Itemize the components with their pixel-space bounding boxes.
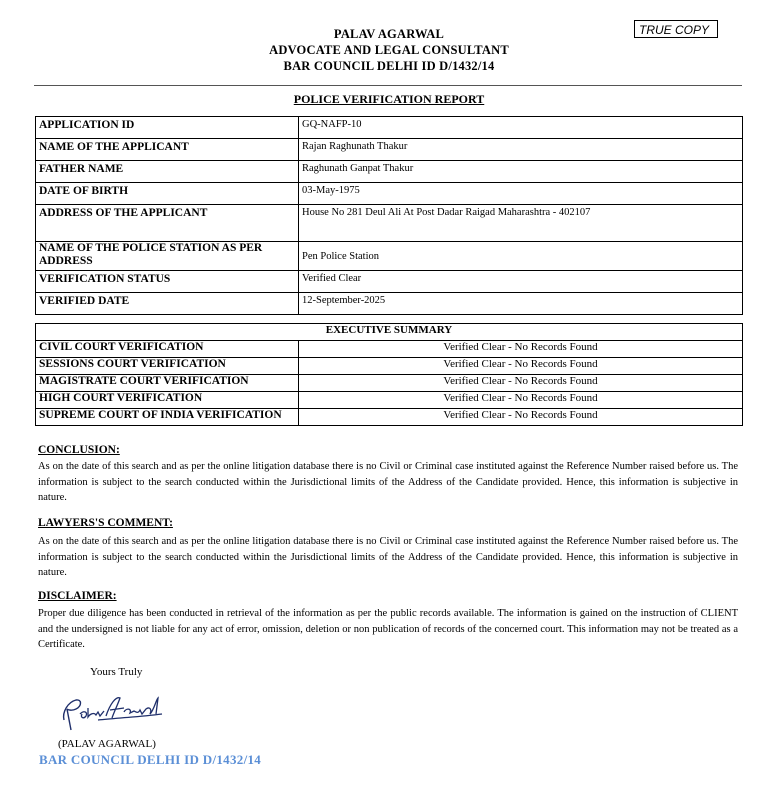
summary-value: Verified Clear - No Records Found [299,409,743,426]
lawyers-comment-heading: LAWYERS'S COMMENT: [38,517,173,529]
details-label: APPLICATION ID [36,117,299,139]
summary-label: SUPREME COURT OF INDIA VERIFICATION [36,409,299,426]
details-value: 03-May-1975 [299,183,743,205]
report-title: POLICE VERIFICATION REPORT [293,92,485,106]
disclaimer-text: Proper due diligence has been conducted in retrieval of the information as per the public records available. The information is gained on the instruction of CLIENT and the undersigned is not liable for any act of error, omission, deletion or non publication of records of the concerned court. This information may not be treated as a Certificate. [38,608,738,651]
summary-label: CIVIL COURT VERIFICATION [36,341,299,358]
details-label: ADDRESS OF THE APPLICANT [36,205,299,242]
conclusion-text: As on the date of this search and as per the online litigation database there is no Civil or Criminal case instituted against the Reference Number raised before us. The information is subject to the search conducted within the Jurisdictional limits of the Address of the Candidate provided. Hence, this information is subjective in nature. [38,461,738,504]
summary-row [36,409,743,426]
advocate-bar-id: BAR COUNCIL DELHI ID D/1432/14 [283,59,495,73]
applicant-details-table [35,116,743,315]
details-value: Raghunath Ganpat Thakur [299,161,743,183]
summary-row [36,392,743,409]
details-label: FATHER NAME [36,161,299,183]
details-value: Rajan Raghunath Thakur [299,139,743,161]
disclaimer-heading: DISCLAIMER: [38,590,117,602]
summary-row [36,358,743,375]
details-value: Verified Clear [299,271,743,293]
details-value: Pen Police Station [299,242,743,271]
true-copy-stamp: TRUE COPY [634,20,718,38]
details-row [36,161,743,183]
summary-value: Verified Clear - No Records Found [299,375,743,392]
details-value: GQ-NAFP-10 [299,117,743,139]
details-row [36,139,743,161]
details-row [36,117,743,139]
details-row [36,205,743,242]
summary-row [36,375,743,392]
details-label: NAME OF THE APPLICANT [36,139,299,161]
yours-truly: Yours Truly [90,666,143,678]
summary-label: HIGH COURT VERIFICATION [36,392,299,409]
summary-label: SESSIONS COURT VERIFICATION [36,358,299,375]
footer-bar-id: BAR COUNCIL DELHI ID D/1432/14 [39,752,262,767]
summary-label: MAGISTRATE COURT VERIFICATION [36,375,299,392]
details-value: 12-September-2025 [299,293,743,315]
details-label: VERIFICATION STATUS [36,271,299,293]
details-row [36,293,743,315]
signatory-name: (PALAV AGARWAL) [58,738,156,750]
summary-value: Verified Clear - No Records Found [299,341,743,358]
summary-value: Verified Clear - No Records Found [299,392,743,409]
signature [58,690,168,739]
summary-header-row [36,324,743,341]
details-label: NAME OF THE POLICE STATION AS PER ADDRESS [36,242,299,271]
advocate-name: PALAV AGARWAL [333,27,445,41]
summary-value: Verified Clear - No Records Found [299,358,743,375]
executive-summary-table [35,323,743,426]
details-row [36,242,743,271]
details-label: DATE OF BIRTH [36,183,299,205]
advocate-designation: ADVOCATE AND LEGAL CONSULTANT [269,43,509,57]
summary-title: EXECUTIVE SUMMARY [36,324,743,341]
details-row [36,183,743,205]
header-divider [34,85,742,86]
signature-icon [58,690,168,734]
lawyers-comment-text: As on the date of this search and as per the online litigation database there is no Civil or Criminal case instituted against the Reference Number raised before us. The information is subject to the search conducted within the Jurisdictional limits of the Address of the Candidate provided. Hence, this information is subjective in nature. [38,536,738,579]
conclusion-heading: CONCLUSION: [38,444,120,456]
details-row [36,271,743,293]
details-label: VERIFIED DATE [36,293,299,315]
details-value: House No 281 Deul Ali At Post Dadar Raigad Maharashtra - 402107 [299,205,743,242]
summary-row [36,341,743,358]
